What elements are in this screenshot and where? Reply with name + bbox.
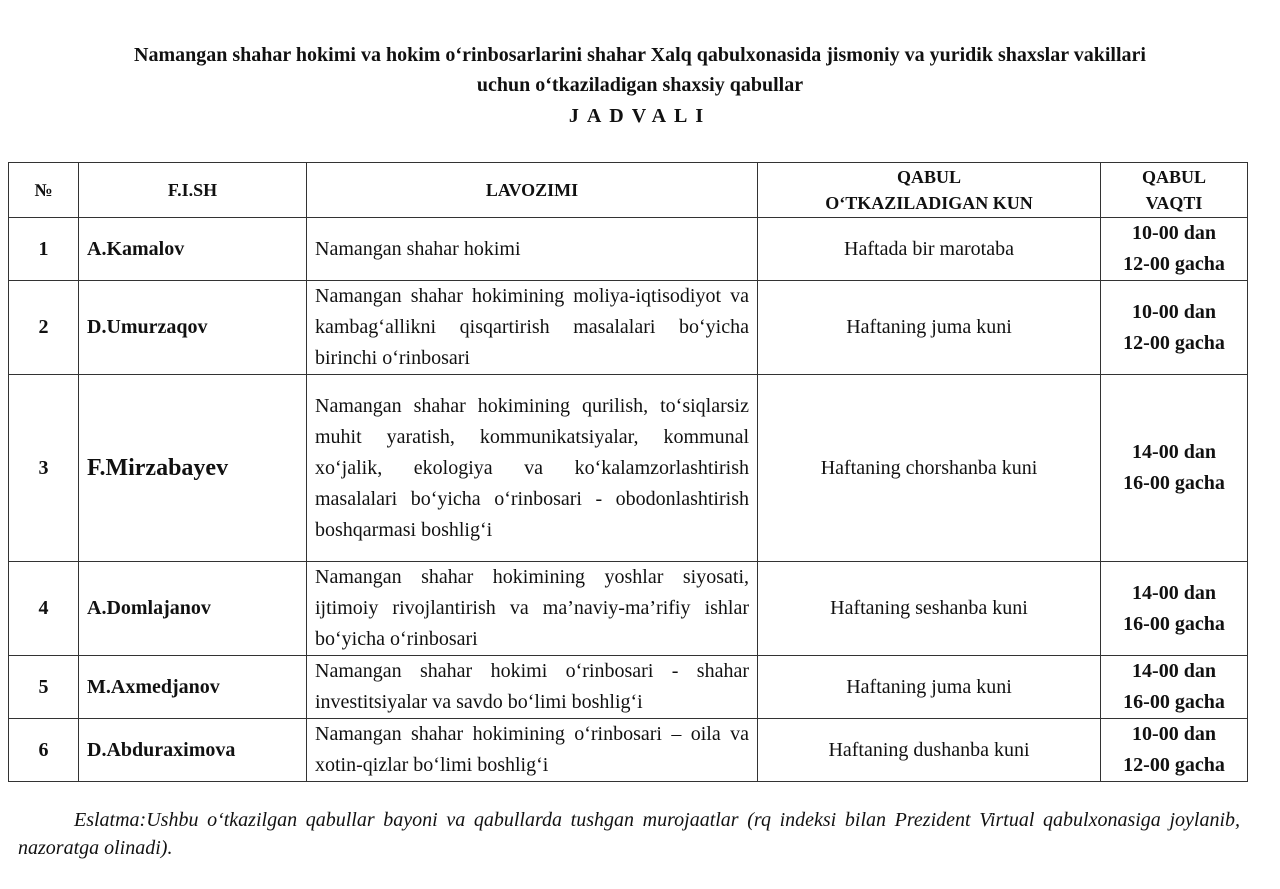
document-title-line-1: Namangan shahar hokimi va hokim o‘rinbosarlarini shahar Xalq qabulxonasida jismoniy va yuridik shaxslar vakillari — [134, 44, 1146, 66]
table-row — [9, 218, 1248, 281]
column-header-number: № — [9, 163, 79, 218]
footnote-eslatma: Eslatma:Ushbu o‘tkazilgan qabullar bayoni va qabullarda tushgan murojaatlar (rq indeksi bilan Prezident Virtual qabulxonasiga joylanib, nazoratga olinadi). — [18, 809, 1240, 859]
reception-time-from: 10-00 dan — [1132, 723, 1216, 745]
official-position: Namangan shahar hokimining moliya-iqtisodiyot va kambag‘allikni qisqartirish masalalari bo‘yicha birinchi o‘rinbosari — [307, 281, 758, 375]
official-name: A.Domlajanov — [79, 562, 307, 656]
reception-time-to: 16-00 gacha — [1123, 472, 1225, 494]
column-header-day-line-1: QABUL — [896, 167, 961, 187]
official-name: F.Mirzabayev — [79, 375, 307, 562]
reception-day: Haftaning juma kuni — [758, 656, 1101, 719]
reception-time-to: 12-00 gacha — [1123, 331, 1225, 354]
row-number: 5 — [9, 656, 79, 719]
reception-day: Haftada bir marotaba — [758, 218, 1101, 281]
reception-time-to: 12-00 gacha — [1123, 754, 1225, 776]
reception-schedule-table — [8, 162, 1248, 782]
document-title-jadvali: JADVALI — [568, 105, 712, 127]
table-row — [9, 656, 1248, 719]
column-header-time — [1101, 163, 1248, 218]
reception-day: Haftaning juma kuni — [758, 281, 1101, 375]
official-name: D.Abduraximova — [79, 719, 307, 782]
reception-day: Haftaning seshanba kuni — [758, 562, 1101, 656]
row-number: 4 — [9, 562, 79, 656]
official-name: D.Umurzaqov — [79, 281, 307, 375]
reception-time — [1101, 218, 1248, 281]
reception-time-to: 12-00 gacha — [1123, 253, 1225, 275]
column-header-time-line-1: QABUL — [1141, 167, 1206, 187]
reception-time — [1101, 719, 1248, 782]
official-position: Namangan shahar hokimining qurilish, to‘siqlarsiz muhit yaratish, kommunikatsiyalar, kommunal xo‘jalik, ekologiya va ko‘kalamzorlashtirish masalalari bo‘yicha o‘rinbosari - obodonlashtirish boshqarmasi boshlig‘i — [307, 375, 758, 562]
column-header-fish: F.I.SH — [79, 163, 307, 218]
official-position: Namangan shahar hokimining yoshlar siyosati, ijtimoiy rivojlantirish va ma’naviy-ma’rifiy ishlar bo‘yicha o‘rinbosari — [307, 562, 758, 656]
reception-time-from: 14-00 dan — [1132, 581, 1216, 604]
column-header-position: LAVOZIMI — [307, 163, 758, 218]
official-name: A.Kamalov — [79, 218, 307, 281]
reception-time — [1101, 562, 1248, 656]
reception-day: Haftaning chorshanba kuni — [758, 375, 1101, 562]
table-row — [9, 375, 1248, 562]
reception-time — [1101, 375, 1248, 562]
row-number: 2 — [9, 281, 79, 375]
official-name: M.Axmedjanov — [79, 656, 307, 719]
row-number: 3 — [9, 375, 79, 562]
reception-time-to: 16-00 gacha — [1123, 612, 1225, 635]
table-header-row — [9, 163, 1248, 218]
column-header-day-line-2: O‘TKAZILADIGAN KUN — [825, 193, 1033, 213]
reception-time-to: 16-00 gacha — [1123, 691, 1225, 713]
reception-time — [1101, 656, 1248, 719]
row-number: 1 — [9, 218, 79, 281]
official-position: Namangan shahar hokimi — [307, 218, 758, 281]
reception-time-from: 10-00 dan — [1132, 300, 1216, 323]
column-header-day — [758, 163, 1101, 218]
reception-time-from: 10-00 dan — [1132, 222, 1216, 244]
table-row — [9, 562, 1248, 656]
reception-time-from: 14-00 dan — [1132, 660, 1216, 682]
table-row — [9, 281, 1248, 375]
reception-day: Haftaning dushanba kuni — [758, 719, 1101, 782]
table-row — [9, 719, 1248, 782]
column-header-time-line-2: VAQTI — [1145, 193, 1203, 213]
official-position: Namangan shahar hokimi o‘rinbosari - shahar investitsiyalar va savdo bo‘limi boshlig‘i — [307, 656, 758, 719]
reception-time-from: 14-00 dan — [1132, 441, 1216, 463]
reception-time — [1101, 281, 1248, 375]
document-title-line-2: uchun o‘tkaziladigan shaxsiy qabullar — [476, 74, 804, 96]
official-position: Namangan shahar hokimining o‘rinbosari – oila va xotin-qizlar bo‘limi boshlig‘i — [307, 719, 758, 782]
row-number: 6 — [9, 719, 79, 782]
